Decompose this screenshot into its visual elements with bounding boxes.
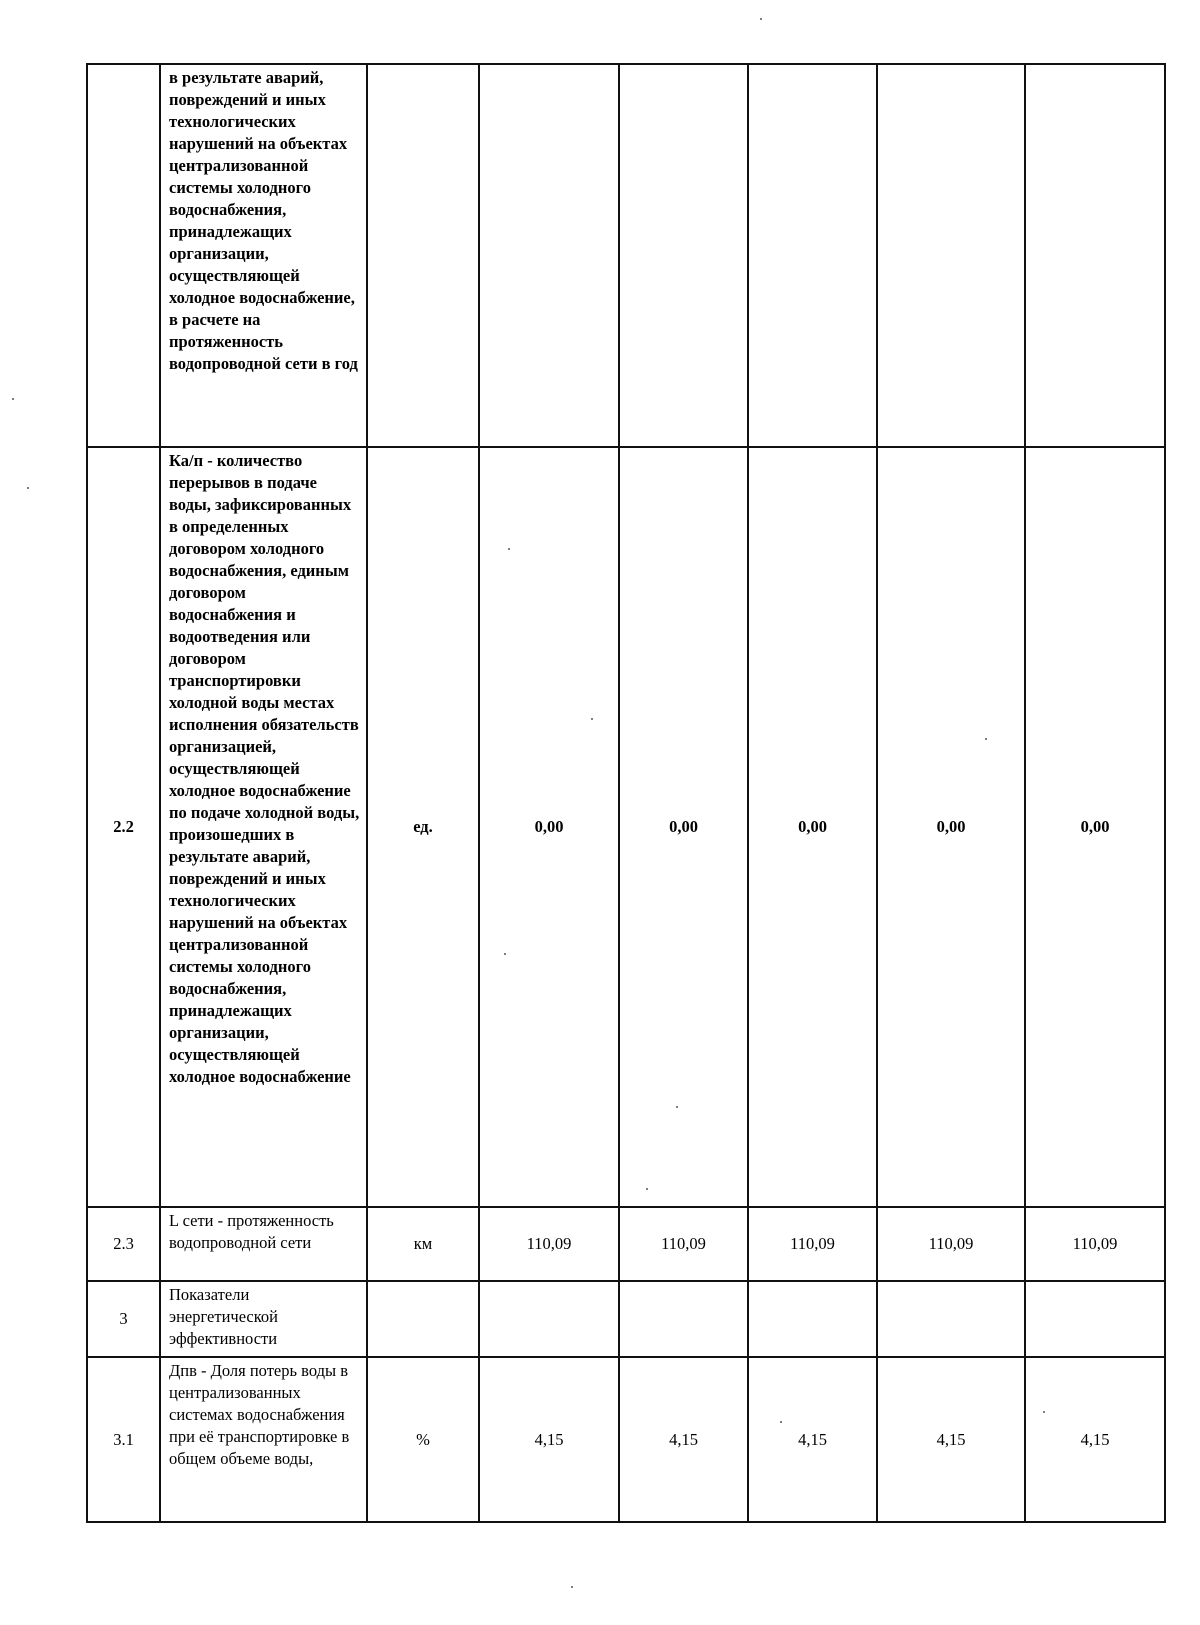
indicator-table bbox=[86, 63, 1166, 1523]
scan-speck bbox=[676, 1106, 678, 1108]
row-description: Показатели энергетической эффективности bbox=[160, 1281, 367, 1357]
value-cell: 0,00 bbox=[479, 447, 619, 1207]
value-cell: 0,00 bbox=[619, 447, 748, 1207]
scan-speck bbox=[508, 548, 510, 550]
scan-speck bbox=[27, 487, 29, 489]
value-cell: 0,00 bbox=[1025, 447, 1165, 1207]
table-row bbox=[87, 64, 1165, 447]
scan-speck bbox=[646, 1188, 648, 1190]
row-number: 3 bbox=[87, 1281, 160, 1357]
value-cell: 110,09 bbox=[1025, 1207, 1165, 1281]
scan-speck bbox=[985, 738, 987, 740]
value-cell: 0,00 bbox=[877, 447, 1025, 1207]
row-unit bbox=[367, 1281, 479, 1357]
value-cell bbox=[877, 1281, 1025, 1357]
row-description: в результате аварий, повреждений и иных технологических нарушений на объектах централизованной системы холодного водоснабжения, принадлежащих организации, осуществляющей холодное водоснабжение, в расчете на протяженность водопроводной сети в год bbox=[160, 64, 367, 447]
table-row bbox=[87, 447, 1165, 1207]
value-cell bbox=[1025, 1281, 1165, 1357]
table-row bbox=[87, 1281, 1165, 1357]
value-cell: 4,15 bbox=[877, 1357, 1025, 1522]
scan-speck bbox=[571, 1586, 573, 1588]
value-cell: 4,15 bbox=[619, 1357, 748, 1522]
row-unit: км bbox=[367, 1207, 479, 1281]
row-description: Дпв - Доля потерь воды в централизованных системах водоснабжения при её транспортировке в общем объеме воды, bbox=[160, 1357, 367, 1522]
value-cell: 4,15 bbox=[1025, 1357, 1165, 1522]
value-cell bbox=[479, 64, 619, 447]
row-number: 2.3 bbox=[87, 1207, 160, 1281]
value-cell: 110,09 bbox=[877, 1207, 1025, 1281]
row-number: 3.1 bbox=[87, 1357, 160, 1522]
row-unit bbox=[367, 64, 479, 447]
row-unit: % bbox=[367, 1357, 479, 1522]
value-cell bbox=[748, 1281, 877, 1357]
row-description: Ка/п - количество перерывов в подаче воды, зафиксированных в определенных договором холодного водоснабжения, единым договором водоснабжения и водоотведения или договором транспортировки холодной воды местах исполнения обязательств организацией, осуществляющей холодное водоснабжение по подаче холодной воды, произошедших в результате аварий, повреждений и иных технологических нарушений на объектах централизованной системы холодного водоснабжения, принадлежащих организации, осуществляющей холодное водоснабжение bbox=[160, 447, 367, 1207]
scan-speck bbox=[780, 1421, 782, 1423]
scan-speck bbox=[504, 953, 506, 955]
value-cell bbox=[1025, 64, 1165, 447]
scan-speck bbox=[591, 718, 593, 720]
value-cell: 4,15 bbox=[748, 1357, 877, 1522]
value-cell bbox=[619, 64, 748, 447]
value-cell: 110,09 bbox=[748, 1207, 877, 1281]
value-cell: 110,09 bbox=[619, 1207, 748, 1281]
row-description: L сети - протяженность водопроводной сети bbox=[160, 1207, 367, 1281]
table-row bbox=[87, 1357, 1165, 1522]
value-cell bbox=[748, 64, 877, 447]
row-number: 2.2 bbox=[87, 447, 160, 1207]
scan-speck bbox=[1043, 1411, 1045, 1413]
scan-speck bbox=[12, 398, 14, 400]
value-cell: 0,00 bbox=[748, 447, 877, 1207]
row-unit: ед. bbox=[367, 447, 479, 1207]
value-cell bbox=[619, 1281, 748, 1357]
table-row bbox=[87, 1207, 1165, 1281]
row-number bbox=[87, 64, 160, 447]
value-cell bbox=[877, 64, 1025, 447]
scan-speck bbox=[760, 18, 762, 20]
value-cell: 110,09 bbox=[479, 1207, 619, 1281]
value-cell: 4,15 bbox=[479, 1357, 619, 1522]
value-cell bbox=[479, 1281, 619, 1357]
